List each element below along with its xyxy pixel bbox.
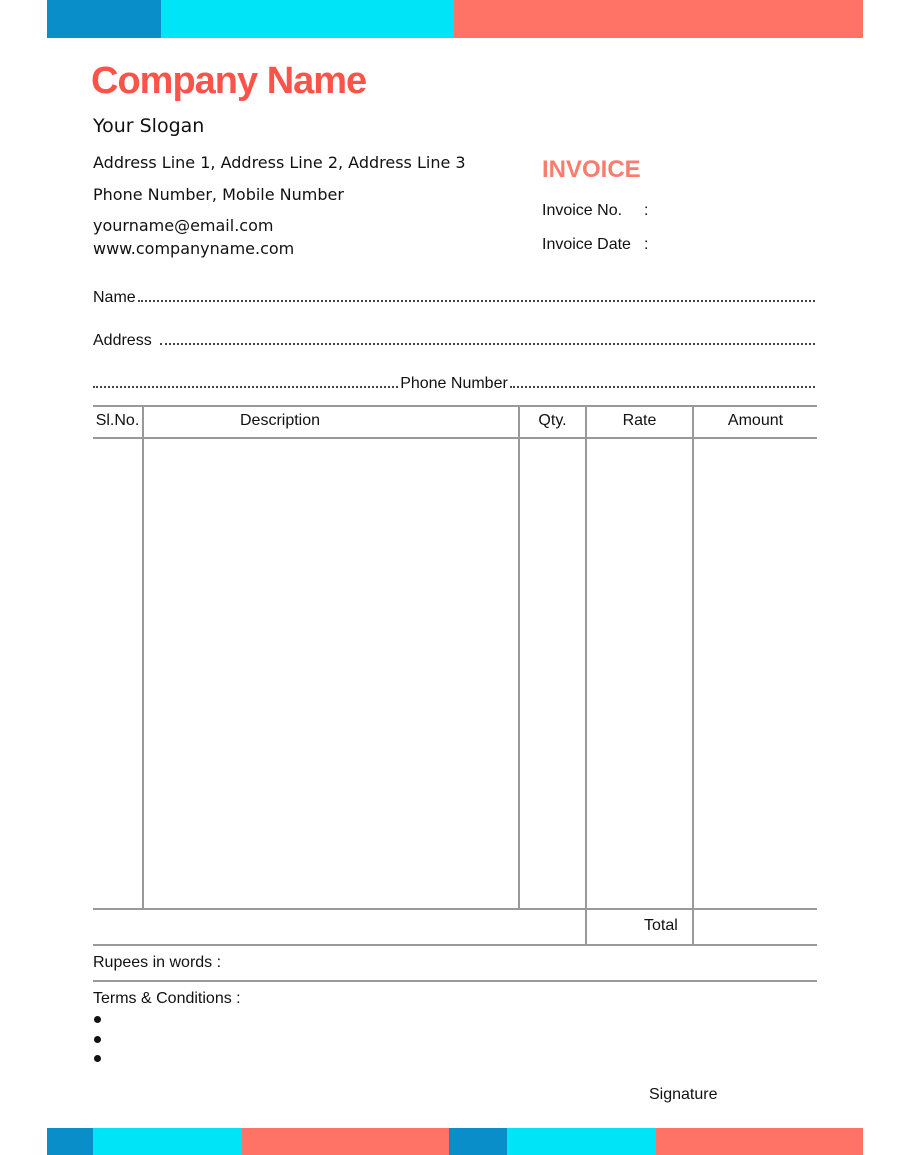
customer-name-label: Name [93, 289, 136, 306]
customer-name-line[interactable] [138, 299, 815, 302]
top-bar-cyan [161, 0, 454, 38]
col-divider-rate [692, 405, 694, 945]
customer-address-label: Address [93, 332, 152, 349]
company-name: Company Name [91, 60, 367, 102]
table-body-bottom-border [93, 908, 817, 910]
customer-name-field[interactable] [93, 289, 817, 307]
company-phone: Phone Number, Mobile Number [93, 185, 344, 204]
company-email: yourname@email.com [93, 216, 274, 235]
company-website: www.companyname.com [93, 239, 295, 258]
invoice-number-colon: : [644, 202, 649, 219]
rupees-in-words-label: Rupees in words : [93, 954, 222, 971]
column-header-qty: Qty. [538, 412, 567, 429]
column-header-rate: Rate [622, 412, 657, 429]
bottom-bar-cyan [93, 1128, 242, 1155]
table-top-border [93, 405, 817, 407]
customer-extra-line[interactable] [93, 385, 398, 388]
signature-label: Signature [649, 1086, 718, 1103]
customer-phone-line[interactable] [510, 385, 815, 388]
customer-address-line[interactable] [160, 342, 815, 345]
customer-address-field[interactable] [93, 332, 817, 350]
bottom-bar-coral [242, 1128, 449, 1155]
bottom-bar-cyan [507, 1128, 656, 1155]
column-header-amount: Amount [727, 412, 784, 429]
table-header-border [93, 437, 817, 439]
terms-bullet [94, 1055, 101, 1062]
invoice-page [47, 0, 863, 1155]
total-label: Total [644, 917, 678, 934]
company-slogan: Your Slogan [93, 115, 205, 137]
col-divider-slno [142, 405, 144, 909]
customer-phone-field[interactable] [93, 375, 817, 393]
invoice-number-label: Invoice No. [542, 202, 623, 219]
customer-phone-label: Phone Number [400, 375, 508, 392]
terms-bullet [94, 1016, 101, 1023]
total-row-bottom-border [93, 944, 817, 946]
column-header-description: Description [239, 412, 321, 429]
bottom-bar-blue [47, 1128, 93, 1155]
rupees-bottom-border [93, 980, 817, 982]
terms-label: Terms & Conditions : [93, 990, 241, 1007]
bottom-bar-coral [656, 1128, 863, 1155]
top-bar-coral [454, 0, 863, 38]
terms-bullet [94, 1036, 101, 1043]
invoice-date-label: Invoice Date [542, 236, 631, 253]
column-header-slno: Sl.No. [95, 412, 140, 429]
col-divider-qty [585, 405, 587, 945]
col-divider-description [518, 405, 520, 909]
invoice-title: INVOICE [542, 156, 641, 183]
top-bar-blue [47, 0, 161, 38]
company-address: Address Line 1, Address Line 2, Address Line 3 [93, 153, 466, 172]
invoice-date-colon: : [644, 236, 649, 253]
bottom-bar-blue [449, 1128, 507, 1155]
